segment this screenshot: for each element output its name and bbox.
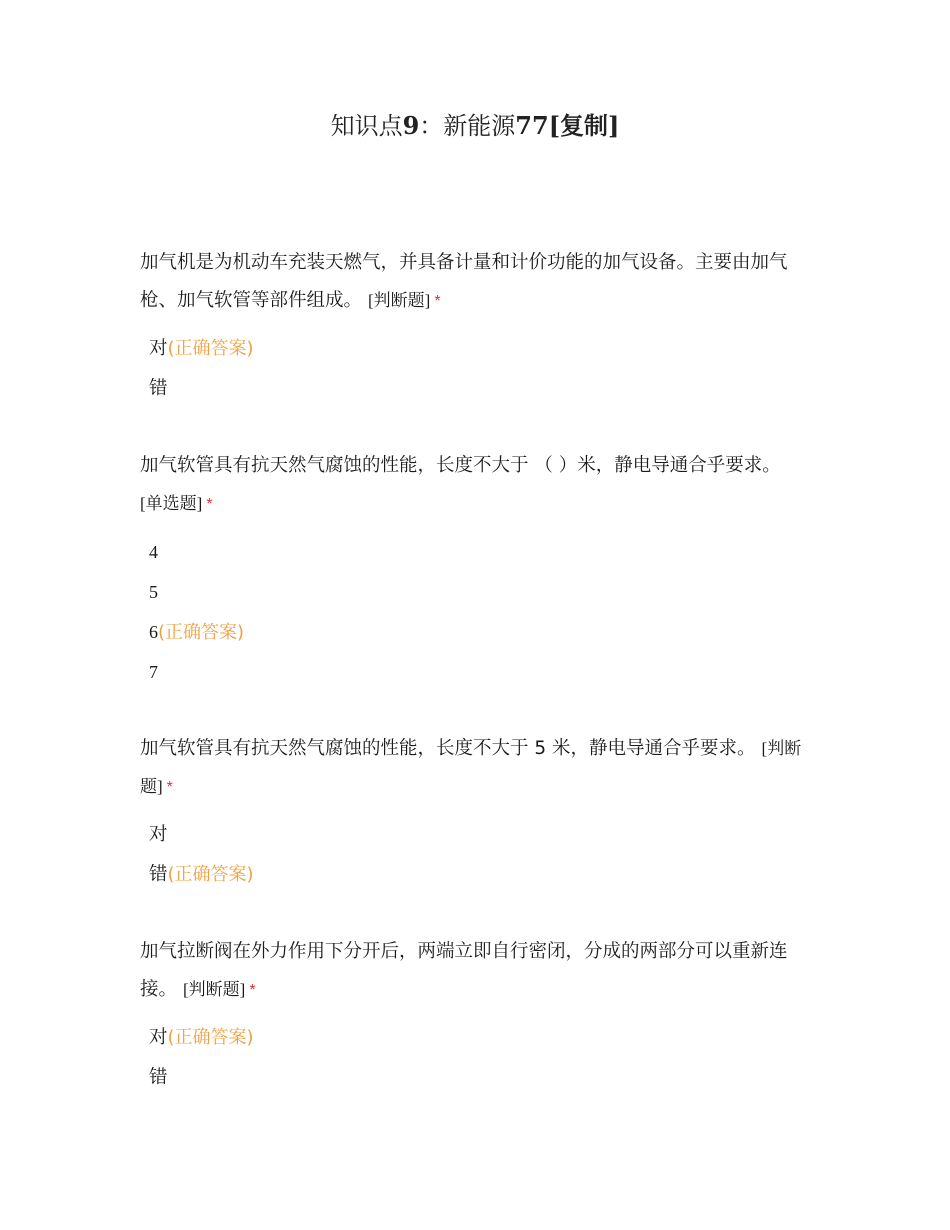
- question-stem: 加气拉断阀在外力作用下分开后，两端立即自行密闭，分成的两部分可以重新连接。: [140, 941, 788, 1000]
- option-label: 错: [149, 1067, 168, 1088]
- correct-answer-tag: (正确答案): [167, 864, 254, 885]
- title-separator: ：新能源: [419, 112, 516, 140]
- required-mark: *: [206, 496, 213, 513]
- option-label: 7: [149, 662, 158, 682]
- option-list: [140, 329, 810, 409]
- question-stem: 加气软管具有抗天然气腐蚀的性能，长度不大于 5 米，静电导通合乎要求。: [140, 738, 756, 759]
- question-text: [140, 730, 810, 807]
- correct-answer-tag: (正确答案): [167, 338, 254, 359]
- question-stem: 加气机是为机动车充装天燃气，并具备计量和计价功能的加气设备。主要由加气枪、加气软管等部件组成。: [140, 252, 788, 311]
- option-item: [140, 815, 810, 855]
- option-item: [140, 1058, 810, 1098]
- title-prefix: 知识点: [330, 112, 403, 140]
- title-suffix: 77[复制]: [515, 111, 620, 140]
- option-label: 对: [149, 338, 168, 359]
- option-label: 4: [149, 542, 158, 562]
- option-list: [140, 532, 810, 692]
- question-type: [判断题]: [183, 980, 246, 999]
- question-stem: 加气软管具有抗天然气腐蚀的性能，长度不大于 （ ）米，静电导通合乎要求。: [140, 455, 781, 476]
- question-type: [单选题]: [140, 494, 203, 513]
- question-2: [140, 447, 810, 692]
- option-item: [140, 855, 810, 895]
- option-item: [140, 652, 810, 692]
- option-label: 对: [149, 824, 168, 845]
- required-mark: *: [434, 293, 441, 310]
- option-label: 错: [149, 864, 168, 885]
- correct-answer-tag: (正确答案): [167, 1027, 254, 1048]
- question-4: [140, 933, 810, 1098]
- question-text: [140, 933, 810, 1010]
- question-1: [140, 244, 810, 409]
- option-item: [140, 1018, 810, 1058]
- question-type: [判断题]: [368, 291, 431, 310]
- title-number: 9: [402, 111, 420, 140]
- option-list: [140, 815, 810, 895]
- option-item: [140, 612, 810, 652]
- option-item: [140, 532, 810, 572]
- question-text: [140, 447, 810, 524]
- option-item: [140, 329, 810, 369]
- question-list: [140, 244, 810, 1136]
- option-list: [140, 1018, 810, 1098]
- option-label: 错: [149, 378, 168, 399]
- option-item: [140, 572, 810, 612]
- required-mark: *: [166, 779, 173, 796]
- question-3: [140, 730, 810, 895]
- question-type: [判断题]: [140, 739, 802, 796]
- correct-answer-tag: (正确答案): [158, 622, 245, 643]
- question-text: [140, 244, 810, 321]
- page-title: [0, 108, 950, 144]
- option-label: 对: [149, 1027, 168, 1048]
- required-mark: *: [249, 982, 256, 999]
- option-label: 6: [149, 622, 158, 642]
- option-item: [140, 369, 810, 409]
- option-label: 5: [149, 582, 158, 602]
